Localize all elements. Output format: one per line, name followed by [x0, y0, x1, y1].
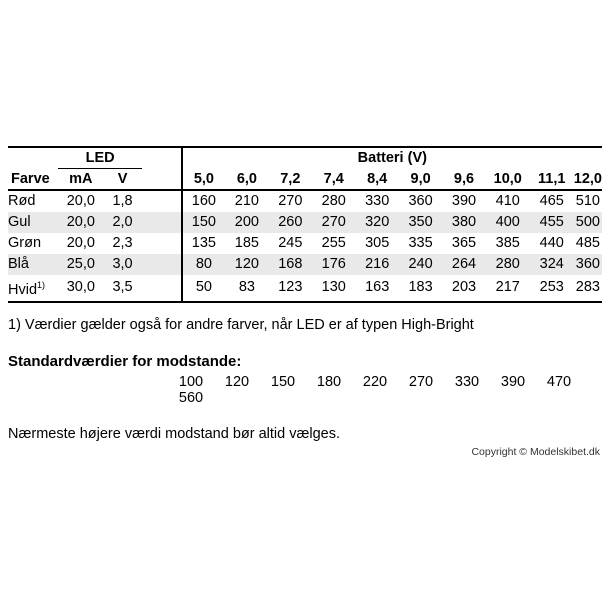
table-row [8, 190, 602, 212]
cell-4-1: 83 [225, 275, 268, 302]
cell-0-3: 280 [321, 193, 346, 209]
cell-2-3: 255 [321, 235, 346, 251]
cell-3-6: 264 [451, 256, 477, 272]
cell-2-9: 485 [575, 235, 600, 251]
row-ma-1: 20,0 [66, 214, 95, 230]
cell-2-4: 305 [365, 235, 390, 251]
row-v-2: 2,3 [112, 235, 133, 251]
row-ma-4: 30,0 [58, 275, 103, 302]
cell-0-9: 510 [575, 193, 600, 209]
col-header-battery-8-4: 8,4 [355, 169, 398, 191]
divider-cell [142, 190, 182, 212]
cell-4-3: 130 [312, 275, 355, 302]
cell-1-3: 270 [321, 214, 346, 230]
cell-0-6: 390 [451, 193, 477, 209]
cell-4-0: 50 [182, 275, 226, 302]
table-column-header-row [8, 169, 602, 191]
col-header-battery-6-0: 6,0 [225, 169, 268, 191]
col-header-battery-9-6: 9,6 [442, 169, 485, 191]
cell-0-0: 160 [191, 193, 216, 209]
cell-4-4: 163 [355, 275, 398, 302]
cell-1-9: 500 [575, 214, 600, 230]
standard-value-6: 330 [454, 373, 480, 390]
row-v-0: 1,8 [112, 193, 133, 209]
divider-cell [142, 233, 182, 254]
col-header-battery-9-0: 9,0 [399, 169, 442, 191]
cell-1-1: 200 [234, 214, 259, 230]
cell-0-5: 360 [408, 193, 433, 209]
standard-value-8: 470 [546, 373, 572, 390]
standard-value-3: 180 [316, 373, 342, 390]
footnote-text: 1) Værdier gælder også for andre farver, når LED er af typen High-Bright [8, 316, 474, 333]
row-v-3: 3,0 [112, 256, 133, 272]
cell-3-0: 80 [195, 256, 212, 272]
col-header-battery-12-0: 12,0 [574, 169, 602, 191]
row-v-4: 3,5 [103, 275, 142, 302]
row-color-4 [8, 275, 58, 302]
content-area [8, 146, 602, 442]
cell-3-2: 168 [278, 256, 303, 272]
cell-0-1: 210 [234, 193, 259, 209]
cell-3-5: 240 [408, 256, 433, 272]
col-header-farve: Farve [8, 169, 58, 191]
row-color-3: Blå [8, 256, 29, 272]
cell-0-4: 330 [365, 193, 390, 209]
cell-3-7: 280 [495, 256, 520, 272]
cell-1-6: 380 [451, 214, 477, 230]
cell-4-7: 217 [486, 275, 530, 302]
cell-3-3: 176 [321, 256, 346, 272]
row-ma-0: 20,0 [66, 193, 95, 209]
standard-values-list [8, 374, 602, 406]
standard-value-5: 270 [408, 373, 434, 390]
row-ma-2: 20,0 [66, 235, 95, 251]
cell-0-2: 270 [278, 193, 303, 209]
table-row [8, 275, 602, 302]
standard-value-7: 390 [500, 373, 526, 390]
group-header-led: LED [58, 147, 141, 169]
row-color-1: Gul [8, 214, 31, 230]
closing-text: Nærmeste højere værdi modstand bør altid vælges. [8, 425, 341, 442]
row-color-0: Rød [8, 193, 36, 209]
cell-1-0: 150 [191, 214, 216, 230]
cell-2-7: 385 [495, 235, 520, 251]
col-header-battery-10-0: 10,0 [486, 169, 530, 191]
cell-3-9: 360 [575, 256, 600, 272]
divider-cell [142, 275, 182, 302]
standard-value-2: 150 [270, 373, 296, 390]
row-color-4-footnote-marker: 1) [37, 280, 46, 290]
standard-values-title: Standardværdier for modstande: [8, 352, 242, 370]
cell-1-5: 350 [408, 214, 433, 230]
table-group-header-row [8, 147, 602, 169]
cell-2-2: 245 [278, 235, 303, 251]
cell-4-8: 253 [530, 275, 574, 302]
table-row [8, 233, 602, 254]
row-color-4-label: Hvid [8, 281, 38, 298]
cell-3-1: 120 [234, 256, 259, 272]
divider-cell [142, 212, 182, 233]
row-color-2: Grøn [8, 235, 42, 251]
cell-1-2: 260 [278, 214, 303, 230]
cell-0-7: 410 [495, 193, 520, 209]
col-header-battery-11-1: 11,1 [530, 169, 574, 191]
col-header-ma: mA [58, 169, 103, 191]
table-row [8, 254, 602, 275]
copyright-notice: Copyright © Modelskibet.dk [471, 446, 600, 458]
standard-value-4: 220 [362, 373, 388, 390]
row-ma-3: 25,0 [66, 256, 95, 272]
cell-4-2: 123 [269, 275, 312, 302]
cell-3-4: 216 [365, 256, 390, 272]
empty-corner-cell [8, 147, 58, 169]
col-header-battery-5-0: 5,0 [182, 169, 226, 191]
cell-3-8: 324 [539, 256, 564, 272]
cell-1-8: 455 [539, 214, 564, 230]
col-header-v: V [103, 169, 142, 191]
divider-cell [142, 254, 182, 275]
cell-0-8: 465 [539, 193, 564, 209]
standard-value-0: 100 [178, 373, 204, 390]
led-resistor-table [8, 146, 602, 303]
cell-4-6: 203 [442, 275, 485, 302]
cell-2-0: 135 [191, 235, 216, 251]
standard-value-1: 120 [224, 373, 250, 390]
cell-2-8: 440 [539, 235, 564, 251]
divider-cell [142, 147, 182, 169]
cell-2-6: 365 [451, 235, 477, 251]
cell-2-5: 335 [408, 235, 433, 251]
col-header-battery-7-4: 7,4 [312, 169, 355, 191]
cell-4-9: 283 [574, 275, 602, 302]
table-row [8, 212, 602, 233]
col-header-battery-7-2: 7,2 [269, 169, 312, 191]
cell-1-7: 400 [495, 214, 520, 230]
divider-cell [142, 169, 182, 191]
row-v-1: 2,0 [112, 214, 133, 230]
group-header-battery: Batteri (V) [182, 147, 602, 169]
cell-1-4: 320 [365, 214, 390, 230]
cell-4-5: 183 [399, 275, 442, 302]
cell-2-1: 185 [234, 235, 259, 251]
standard-value-9: 560 [178, 389, 204, 406]
